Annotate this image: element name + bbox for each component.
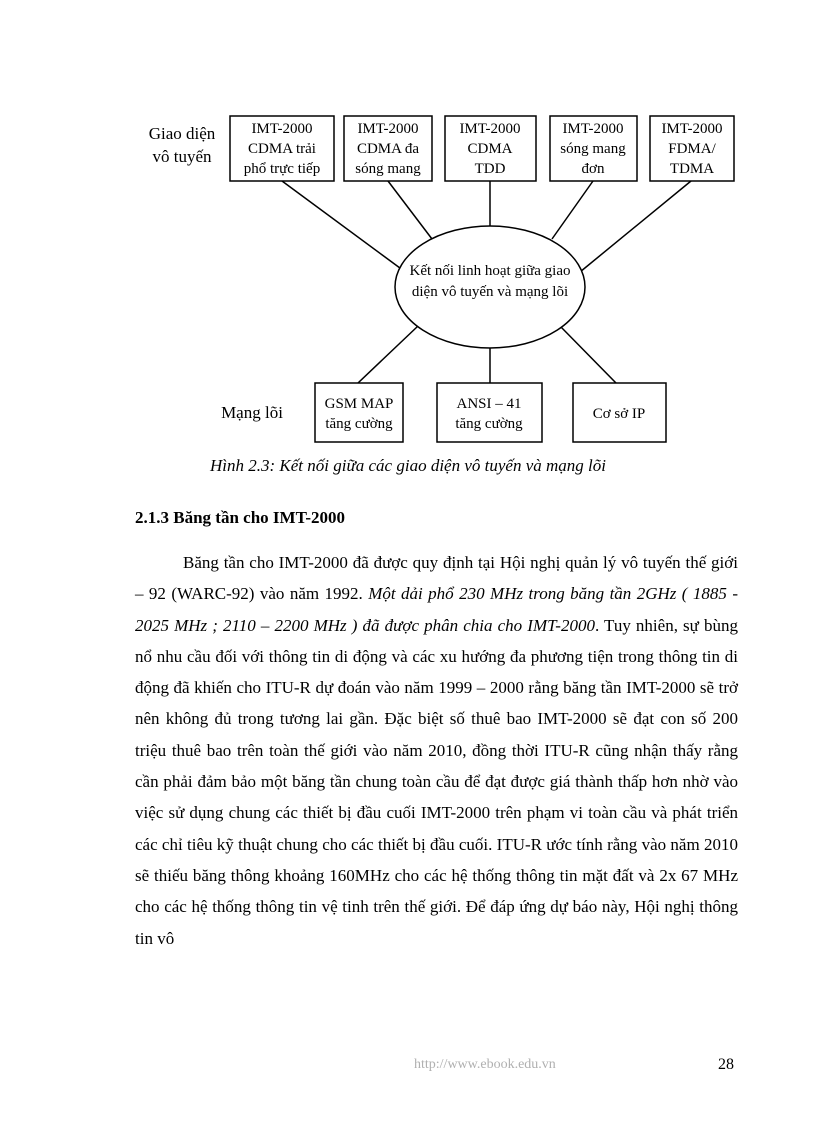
radio-interface-label-line1: Giao diện xyxy=(148,124,216,143)
core-box-2-line: ANSI – 41 xyxy=(456,396,522,412)
connector-line xyxy=(580,181,691,272)
paragraph-text: Băng tần cho IMT-2000 đã được quy định tại Hội nghị quản lý vô tuyến thế giới – 92 (WARC-92) vào năm 1992. xyxy=(135,553,738,604)
core-box-3 xyxy=(573,383,666,442)
ellipse-text-line1: Kết nối linh hoạt giữa giao xyxy=(409,263,571,279)
radio-box-1-line: CDMA trải xyxy=(248,141,316,157)
radio-box-5-line: FDMA/ xyxy=(668,141,716,157)
radio-box-5-line: IMT-2000 xyxy=(661,121,723,137)
radio-box-4 xyxy=(550,116,637,181)
body-paragraph xyxy=(135,547,738,954)
radio-box-1-line: phổ trực tiếp xyxy=(243,161,321,177)
radio-box-2 xyxy=(344,116,432,181)
flexible-interconnect-ellipse xyxy=(395,226,585,348)
connector-line xyxy=(358,326,418,383)
radio-box-4-line: đơn xyxy=(581,161,605,177)
core-box-1-line: tăng cường xyxy=(325,416,393,432)
connector-line xyxy=(560,326,616,383)
radio-box-1 xyxy=(230,116,334,181)
section-heading: 2.1.3 Băng tần cho IMT-2000 xyxy=(135,508,346,527)
core-network-label: Mạng lõi xyxy=(221,403,283,422)
footer-url: http://www.ebook.edu.vn xyxy=(414,1057,556,1072)
paragraph-italic-text: Một dải phổ 230 MHz trong băng tần 2GHz ( 1885 - 2025 MHz ; 2110 – 2200 MHz ) đã được phân chia cho IMT-2000 xyxy=(135,584,738,635)
radio-box-2-line: sóng mang xyxy=(355,161,421,177)
core-box-1-line: GSM MAP xyxy=(324,396,394,412)
core-box-2 xyxy=(437,383,542,442)
radio-interface-label-line2: vô tuyến xyxy=(152,147,212,166)
connector-line xyxy=(388,181,432,239)
radio-box-4-line: sóng mang xyxy=(560,141,626,157)
radio-box-3-line: CDMA xyxy=(467,141,513,157)
radio-box-4-line: IMT-2000 xyxy=(562,121,624,137)
connector-line xyxy=(552,181,593,239)
radio-box-5-line: TDMA xyxy=(669,161,715,177)
radio-box-3 xyxy=(445,116,536,181)
paragraph-text-continued: . Tuy nhiên, sự bùng nổ nhu cầu đối với thông tin di động và các xu hướng đa phương tiện trong thông tin di động đã khiến cho ITU-R dự đoán vào năm 1999 – 2000 rằng băng tần IMT-2000 sẽ trở nên không đủ trong tương lai gần. Đặc biệt số thuê bao IMT-2000 sẽ đạt con số 200 triệu thuê bao trên toàn thế giới vào năm 2010, đồng thời ITU-R cũng nhận thấy rằng cần phải đảm bảo một băng tần chung toàn cầu để đạt được giá thành thấp hơn nhờ vào việc sử dụng chung các thiết bị đầu cuối IMT-2000 trên phạm vi toàn cầu và phát triển các chỉ tiêu kỹ thuật chung cho các thiết bị đầu cuối. ITU-R ước tính rằng vào năm 2010 sẽ thiếu băng thông khoảng 160MHz cho các hệ thống thông tin mặt đất và 2x 67 MHz cho các hệ thống thông tin vệ tinh trên thế giới. Để đáp ứng dự báo này, Hội nghị thông tin vô xyxy=(135,615,738,948)
interconnect-diagram xyxy=(0,0,816,480)
radio-box-5 xyxy=(650,116,734,181)
ellipse-text-line2: diện vô tuyến và mạng lõi xyxy=(411,284,569,300)
core-box-2-line: tăng cường xyxy=(455,416,523,432)
figure-caption: Hình 2.3: Kết nối giữa các giao diện vô tuyến và mạng lõi xyxy=(210,456,606,475)
core-box-3-line: Cơ sở IP xyxy=(592,406,646,422)
core-box-1 xyxy=(315,383,403,442)
radio-box-3-line: IMT-2000 xyxy=(459,121,521,137)
page-number: 28 xyxy=(718,1056,734,1073)
radio-box-1-line: IMT-2000 xyxy=(251,121,313,137)
radio-box-2-line: CDMA đa xyxy=(356,141,420,157)
connector-line xyxy=(282,181,404,271)
radio-box-2-line: IMT-2000 xyxy=(357,121,419,137)
radio-box-3-line: TDD xyxy=(474,161,506,177)
